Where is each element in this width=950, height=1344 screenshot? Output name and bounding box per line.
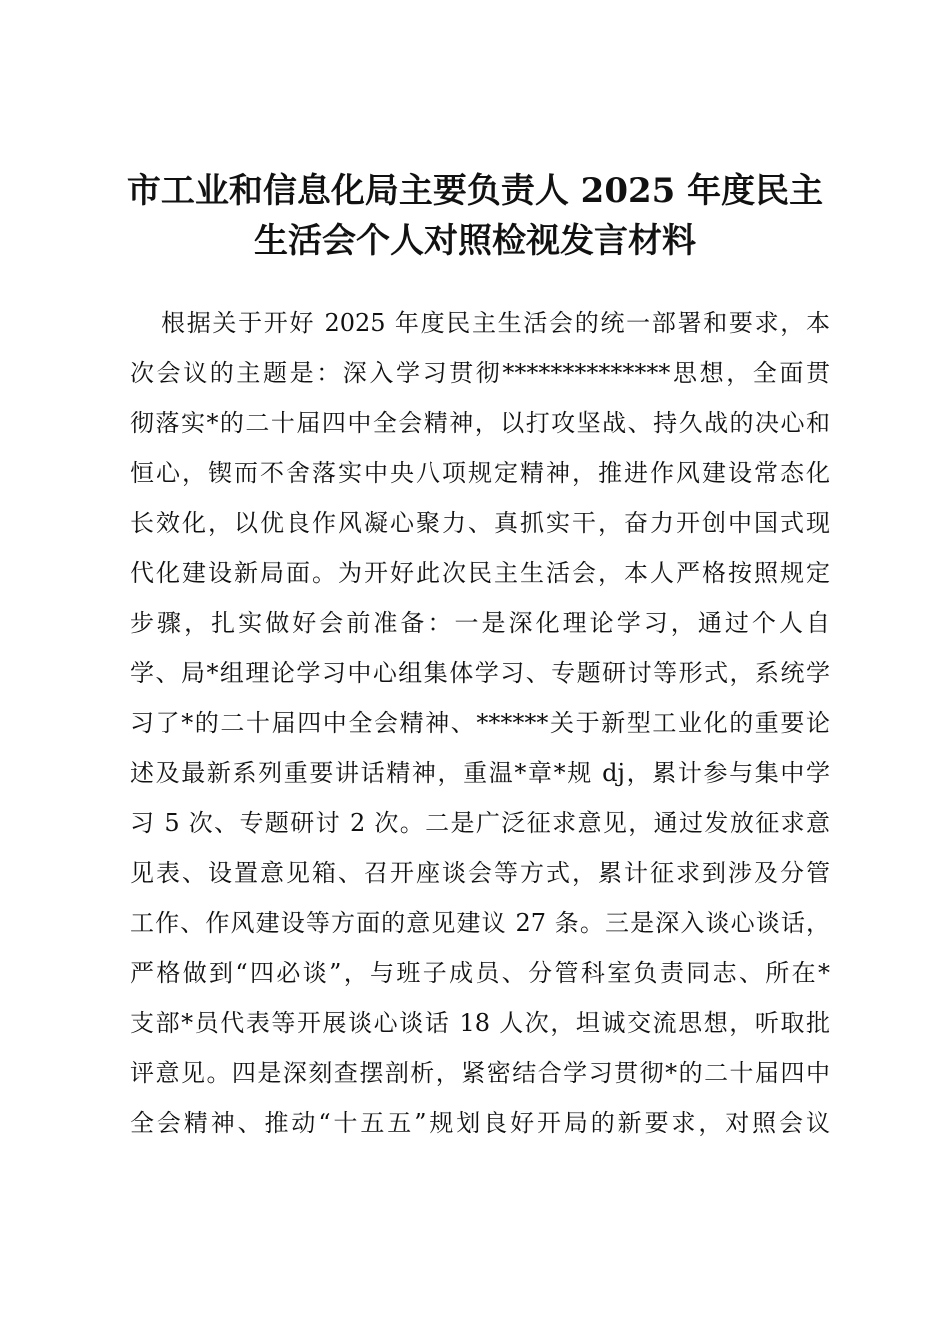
body-line: 根据关于开好 2025 年度民主生活会的统一部署和要求，本 [161,309,830,337]
body-line: 支部*员代表等开展谈心谈话 18 人次，坦诚交流思想，听取批 [130,1009,830,1037]
body-line: 见表、设置意见箱、召开座谈会等方式，累计征求到涉及分管 [130,859,830,887]
body-line: 学、局*组理论学习中心组集体学习、专题研讨等形式，系统学 [130,659,830,687]
document-title-line-1: 市工业和信息化局主要负责人 2025 年度民主 [126,171,824,211]
body-line: 长效化，以优良作风凝心聚力、真抓实干，奋力开创中国式现 [130,509,830,537]
body-line: 彻落实*的二十届四中全会精神，以打攻坚战、持久战的决心和 [130,409,830,437]
body-line: 习 5 次、专题研讨 2 次。二是广泛征求意见，通过发放征求意 [130,809,830,837]
body-line: 工作、作风建设等方面的意见建议 27 条。三是深入谈心谈话， [130,909,830,937]
body-line: 评意见。四是深刻查摆剖析，紧密结合学习贯彻*的二十届四中 [130,1059,830,1087]
body-line: 习了*的二十届四中全会精神、******关于新型工业化的重要论 [130,709,830,737]
body-line: 次会议的主题是：深入学习贯彻**************思想，全面贯 [130,359,830,387]
body-line: 全会精神、推动“十五五”规划良好开局的新要求，对照会议 [130,1109,830,1137]
body-line: 恒心，锲而不舍落实中央八项规定精神，推进作风建设常态化 [130,459,830,487]
body-line: 严格做到“四必谈”，与班子成员、分管科室负责同志、所在* [130,959,830,987]
document-title-line-2: 生活会个人对照检视发言材料 [254,221,696,261]
body-line: 步骤，扎实做好会前准备：一是深化理论学习，通过个人自 [130,609,830,637]
body-line: 代化建设新局面。为开好此次民主生活会，本人严格按照规定 [130,559,830,587]
body-line: 述及最新系列重要讲话精神，重温*章*规 dj，累计参与集中学 [130,759,830,787]
